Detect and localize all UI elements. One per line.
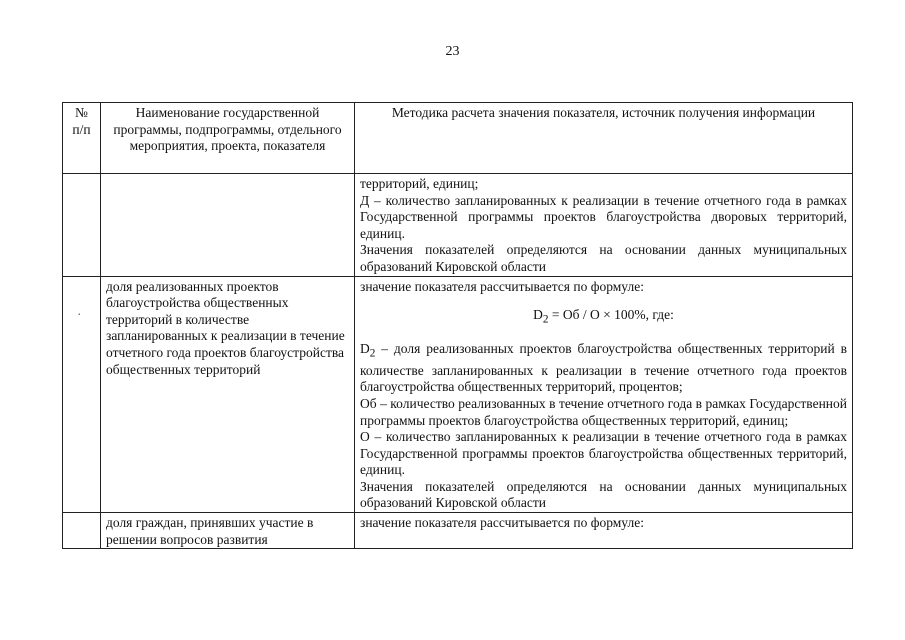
definition-symbol: D — [360, 341, 370, 357]
method-intro: значение показателя рассчитывается по формуле: — [360, 515, 644, 531]
formula-expression: = Об / О × 100%, где: — [548, 307, 674, 323]
table-header-row — [63, 103, 853, 174]
row-number-cell — [63, 513, 101, 549]
method-text: территорий, единиц; — [360, 176, 479, 191]
row-name-cell: доля граждан, принявших участие в решении вопросов развития — [101, 513, 355, 549]
formula-subscript: 2 — [542, 313, 549, 326]
table-row — [63, 174, 853, 277]
definition-text: – доля реализованных проектов благоустройства общественных территорий в количестве запланированных к реализации в течение отчетного года проектов благоустройства общественных территорий, процентов; — [360, 341, 847, 395]
method-source: Значения показателей определяются на основании данных муниципальных образований Кировской области — [360, 478, 847, 511]
method-intro: значение показателя рассчитывается по формуле: — [360, 278, 644, 294]
header-method: Методика расчета значения показателя, источник получения информации — [355, 103, 853, 174]
definition-subscript: 2 — [369, 348, 376, 361]
method-text: Д – количество запланированных к реализации в течение отчетного года в рамках Государственной программы проектов благоустройства дворовых территорий, единиц. — [360, 192, 847, 241]
row-name-cell: доля реализованных проектов благоустройства общественных территорий в количестве запланированных к реализации в течение отчетного года проектов благоустройства общественных территорий — [101, 276, 355, 513]
row-method-cell — [355, 513, 853, 549]
header-name: Наименование государственной программы, подпрограммы, отдельного мероприятия, проекта, показателя — [101, 103, 355, 174]
row-method-cell — [355, 276, 853, 513]
definition-d2 — [360, 341, 847, 395]
method-source: Значения показателей определяются на основании данных муниципальных образований Кировской области — [360, 242, 847, 274]
page-number: 23 — [445, 44, 460, 59]
indicator-methodology-table — [62, 102, 853, 549]
row-method-cell — [355, 174, 853, 277]
formula-symbol: D — [533, 307, 543, 323]
row-number-cell — [63, 276, 101, 513]
row-name-cell — [101, 174, 355, 277]
scan-mark: · — [77, 306, 82, 322]
table-row — [63, 276, 853, 513]
definition-ob: Об – количество реализованных в течение отчетного года в рамках Государственной программы проектов благоустройства общественных территорий, единиц; — [360, 395, 847, 428]
formula — [360, 307, 847, 328]
table-row — [63, 513, 853, 549]
definition-o: О – количество запланированных к реализации в течение отчетного года в рамках Государственной программы проектов благоустройства общественных территорий, единиц. — [360, 429, 847, 478]
header-number: № п/п — [63, 103, 101, 174]
row-number-cell — [63, 174, 101, 277]
